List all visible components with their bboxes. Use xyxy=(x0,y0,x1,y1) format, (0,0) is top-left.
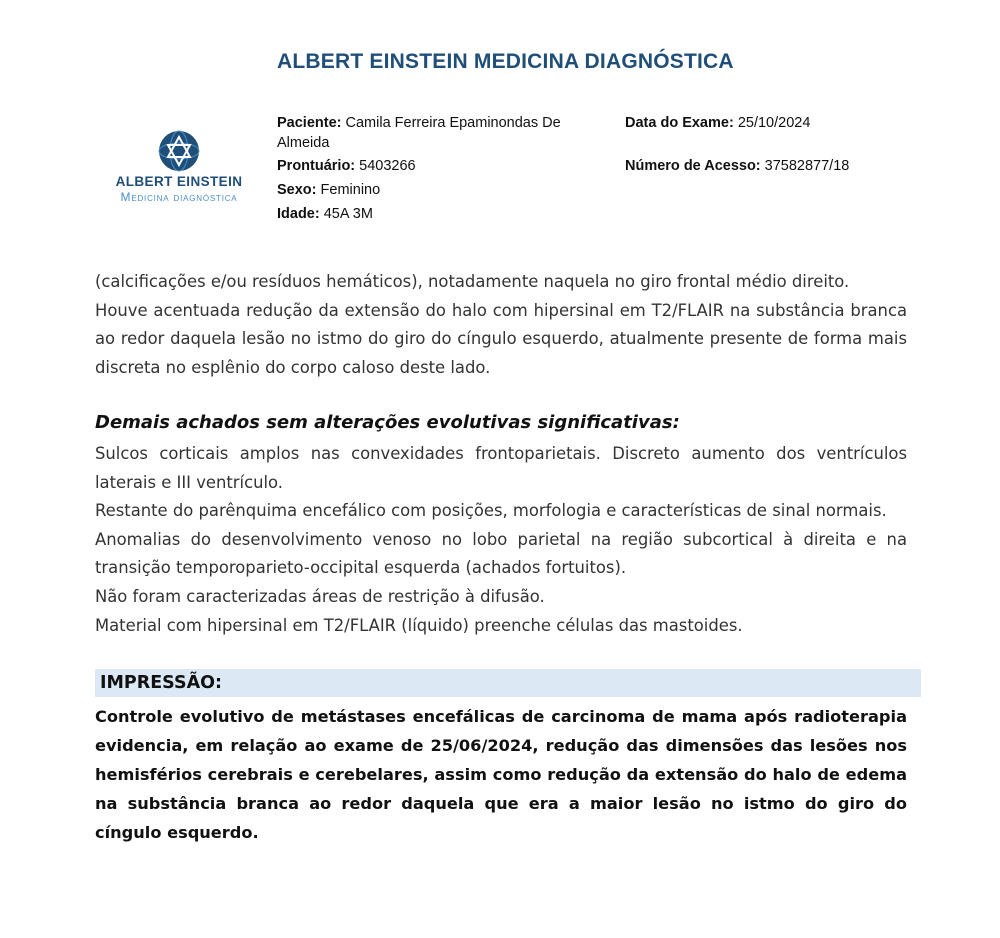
impression-text: Controle evolutivo de metástases encefálicas de carcinoma de mama após radioterapia evidencia, em relação ao exame de 25/06/2024, redução das dimensões das lesões nos hemisférios cerebrais e cerebelares, assim como redução da extensão do halo de edema na substância branca ao redor daquela que era a maior lesão no istmo do giro do cíngulo esquerdo. xyxy=(95,707,907,842)
other-findings-heading: Demais achados sem alterações evolutivas significativas: xyxy=(95,412,680,433)
patient-sex-value: Feminino xyxy=(320,182,381,198)
finding-item: Não foram caracterizadas áreas de restrição à difusão. xyxy=(95,586,545,606)
finding-item: Sulcos corticais amplos nas convexidades frontoparietais. Discreto aumento dos ventrículos laterais e III ventrículo. xyxy=(95,444,907,492)
patient-record-label: Prontuário: xyxy=(277,158,356,174)
patient-age-value: 45A 3M xyxy=(323,206,373,222)
report-title: ALBERT EINSTEIN MEDICINA DIAGNÓSTICA xyxy=(277,50,734,73)
impression-header xyxy=(95,669,921,697)
logo-line2: Medicina diagnóstica xyxy=(120,190,238,204)
finding-item: Anomalias do desenvolvimento venoso no lobo parietal na região subcortical à direita e na transição temporoparieto-occipital esquerda (achados fortuitos). xyxy=(95,529,907,578)
patient-name-cont: Almeida xyxy=(277,135,330,151)
patient-sex xyxy=(277,181,380,199)
exam-date-value: 25/10/2024 xyxy=(737,115,811,131)
patient-age xyxy=(277,205,373,223)
access-number-label: Número de Acesso: xyxy=(625,158,761,174)
patient-sex-label: Sexo: xyxy=(277,182,317,198)
finding-paragraph: (calcificações e/ou resíduos hemáticos), notadamente naquela no giro frontal médio direito. xyxy=(95,272,850,291)
logo xyxy=(100,130,258,210)
patient-record-value: 5403266 xyxy=(359,158,416,174)
access-number xyxy=(625,157,849,175)
access-number-value: 37582877/18 xyxy=(764,158,850,174)
patient-name-value: Camila Ferreira Epaminondas De xyxy=(345,115,561,131)
finding-item: Restante do parênquima encefálico com posições, morfologia e características de sinal normais. xyxy=(95,501,887,521)
finding-paragraph: Houve acentuada redução da extensão do halo com hipersinal em T2/FLAIR na substância branca ao redor daquela lesão no istmo do giro do cíngulo esquerdo, atualmente presente de forma mais discreta no esplênio do corpo caloso deste lado. xyxy=(95,300,907,377)
patient-name-label: Paciente: xyxy=(277,115,342,131)
finding-item: Material com hipersinal em T2/FLAIR (líquido) preenche células das mastoides. xyxy=(95,615,743,635)
star-of-david-globe-icon xyxy=(158,130,200,172)
patient-age-label: Idade: xyxy=(277,206,320,222)
patient-name xyxy=(277,114,561,132)
findings-top xyxy=(95,268,907,382)
exam-date-label: Data do Exame: xyxy=(625,115,734,131)
exam-date xyxy=(625,114,810,132)
patient-record xyxy=(277,157,416,175)
other-findings-list xyxy=(95,440,907,640)
logo-line1: ALBERT EINSTEIN xyxy=(115,174,243,189)
impression-label: IMPRESSÃO: xyxy=(100,673,223,693)
